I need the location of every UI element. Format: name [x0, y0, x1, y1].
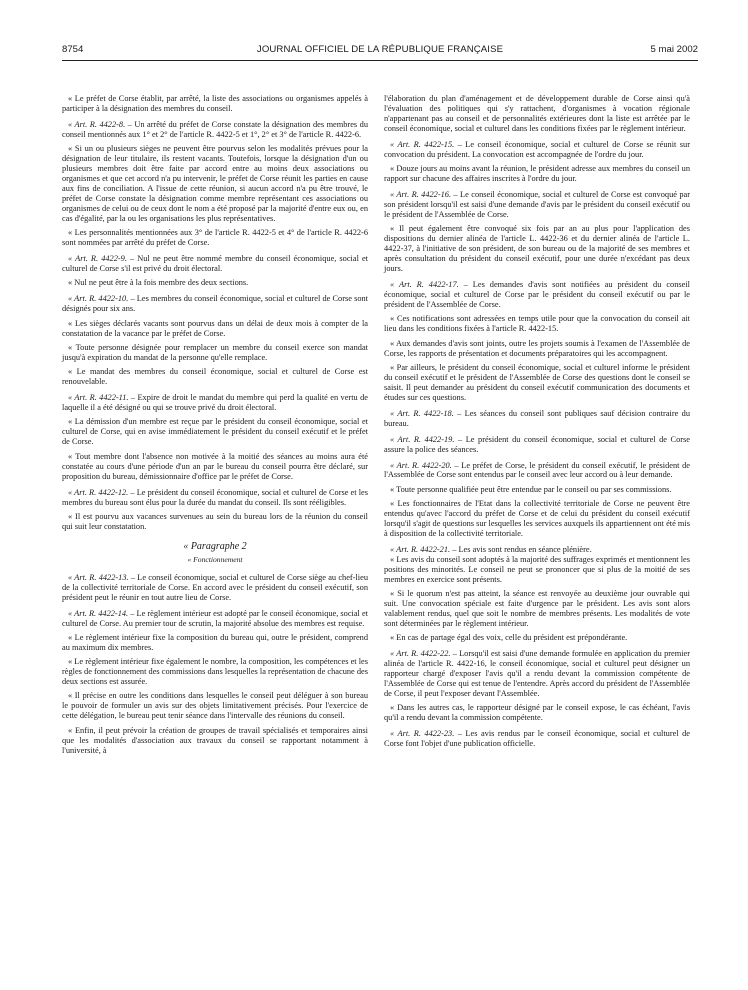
paragraph-text: – Les avis rendus par le conseil économique, social et culturel de Corse font l'objet d'une publication officielle.: [384, 729, 690, 749]
text-paragraph: [62, 319, 368, 339]
article-paragraph: [62, 120, 368, 140]
article-paragraph: [384, 545, 690, 555]
page-header: [62, 42, 698, 58]
text-paragraph: [384, 363, 690, 403]
article-paragraph: [384, 280, 690, 310]
paragraph-text: « Enfin, il peut prévoir la création de groupes de travail spécialisés et temporaires ainsi que les modalités d'association aux travaux du conseil se rapportant notamment à l'université, à: [62, 725, 368, 755]
text-paragraph: [384, 339, 690, 359]
paragraph-text: « Nul ne peut être à la fois membre des deux sections.: [68, 278, 249, 288]
article-paragraph: [62, 254, 368, 274]
paragraph-text: – Le conseil économique, social et culturel de Corse est convoqué par son président lorsqu'il est saisi d'une demande d'avis par le président du conseil exécutif ou le président de l'Assemblée de Corse.: [384, 190, 691, 219]
paragraph-text: « Les avis du conseil sont adoptés à la majorité des suffrages exprimés et mentionnent les positions des minorités. Le conseil ne peut se prononcer que si plus de la moitié de ses membres en exercice sont présents.: [384, 554, 690, 584]
article-number: « Art. R. 4422-20.: [390, 460, 452, 470]
article-number: « Art. R. 4422-14.: [68, 608, 129, 618]
text-paragraph: [62, 657, 368, 687]
article-paragraph: [384, 729, 690, 749]
paragraph-text: – Le président du conseil économique, social et culturel de Corse et les membres du bureau sont élus pour la durée du mandat du conseil. Ils sont rééligibles.: [62, 487, 368, 507]
issue-date: 5 mai 2002: [650, 44, 698, 55]
article-paragraph: [62, 294, 368, 314]
article-number: « Art. R. 4422-17.: [390, 280, 459, 290]
paragraph-text: – Les membres du conseil économique, social et culturel de Corse sont désignés pour six ans.: [62, 294, 368, 314]
text-paragraph: [384, 314, 690, 334]
article-number: « Art. R. 4422-13.: [68, 572, 129, 582]
paragraph-text: – Le préfet de Corse, le président du conseil exécutif, le président de l'Assemblée de Corse sont entendus par le conseil avec leur accord ou à leur demande.: [384, 460, 690, 480]
left-column: [62, 94, 368, 760]
article-number: « Art. R. 4422-10.: [68, 294, 129, 304]
paragraph-text: « Les personnalités mentionnées aux 3° de l'article R. 4422-5 et 4° de l'article R. 4422-6 sont nommées par arrêté du préfet de Corse.: [62, 228, 368, 248]
paragraph-text: – Les demandes d'avis sont notifiées au président du conseil économique, social et culturel de Corse par le président du conseil exécutif ou par le président de l'Assemblée de Corse.: [384, 280, 690, 309]
article-number: « Art. R. 4422-15.: [390, 139, 455, 149]
paragraph-text: « Le préfet de Corse établit, par arrêté, la liste des associations ou organismes appelés à participer à la désignation des membres du conseil.: [62, 94, 368, 113]
article-number: « Art. R. 4422-12.: [68, 487, 129, 497]
paragraph-text: – Le règlement intérieur est adopté par le conseil économique, social et culturel de Corse. Au premier tour de scrutin, la majorité absolue des membres est requise.: [62, 608, 368, 628]
paragraph-text: « Si le quorum n'est pas atteint, la séance est renvoyée au deuxième jour ouvrable qui suit. Une convocation spéciale est faite d'urgence par le président. Les avis sont alors valablement rendus, quel que soit le nombre de membres présents. Les modalités de vote sont déterminées par le règlement intérieur.: [384, 589, 690, 629]
paragraph-text: « Toute personne qualifiée peut être entendue par le conseil ou par ses commissions.: [390, 484, 672, 494]
article-number: « Art. R. 4422-22.: [390, 649, 451, 659]
text-paragraph: [384, 164, 690, 184]
text-paragraph: [62, 144, 368, 224]
paragraph-text: – Un arrêté du préfet de Corse constate la désignation des membres du conseil mentionnés aux 1° et 2° de l'article R. 4422-5 et 1°, 2° et 3° de l'article R. 4422-6.: [62, 119, 368, 139]
paragraph-text: – Les avis sont rendus en séance plénière.: [450, 544, 592, 554]
section-heading: « Paragraphe 2: [183, 540, 247, 552]
text-paragraph: [384, 499, 690, 539]
text-paragraph: [62, 726, 368, 756]
paragraph-text: « Tout membre dont l'absence non motivée à la moitié des séances au moins aura été constatée au cours d'une période d'un an par le bureau du conseil pourra être déclaré, sur proposition du bureau, démissionnaire d'office par le préfet de Corse.: [62, 451, 368, 481]
journal-title: JOURNAL OFFICIEL DE LA RÉPUBLIQUE FRANÇAISE: [256, 44, 504, 55]
article-number: « Art. R. 4422-19.: [390, 434, 455, 444]
article-paragraph: [384, 140, 690, 160]
text-paragraph: [62, 94, 368, 114]
right-column: [384, 94, 690, 754]
paragraph-text: « Il peut également être convoqué six fois par an au plus pour l'application des dispositions du dernier alinéa de l'article L. 4422-36 et du dernier alinéa de l'article L. 4422-37, à l'initiative de son président, de son bureau ou de la majorité de ses membres et après consultation du président du conseil exécutif, pour une durée n'excédant pas deux jours.: [384, 224, 690, 274]
text-paragraph: [62, 691, 368, 721]
text-paragraph: [384, 485, 690, 495]
paragraph-text: – Le conseil économique, social et culturel de Corse se réunit sur convocation du président. La convocation est accompagnée de l'ordre du jour.: [384, 139, 690, 159]
paragraph-text: « Si un ou plusieurs sièges ne peuvent être pourvus selon les modalités prévues pour la désignation de leur titulaire, ils restent vacants. Toutefois, lorsque la désignation d'un ou plusieurs membres doit être faite par accord entre au moins deux associations ou organismes et que cet accord n'a pu intervenir, le préfet de Corse réunit les parties en cause aux fins de conciliation. A l'issue de cette réunion, si aucun accord n'a pu être trouvé, le préfet de Corse constate la désignation comme membre représentant ces associations ou organismes de celui ou de ceux dont le nom a été proposé par la majorité d'entre eux ou, en cas d'égalité, par la ou les organisations les plus représentatives.: [62, 144, 368, 223]
text-paragraph: [384, 589, 690, 629]
text-paragraph: [384, 555, 690, 585]
article-paragraph: [384, 190, 690, 220]
text-paragraph: [62, 228, 368, 248]
paragraph-text: « Le règlement intérieur fixe la composition du bureau qui, outre le président, comprend au maximum dix membres.: [62, 632, 368, 652]
paragraph-text: « En cas de partage égal des voix, celle du président est prépondérante.: [390, 633, 628, 643]
article-paragraph: [384, 461, 690, 481]
article-paragraph: [62, 393, 368, 413]
text-paragraph: [384, 703, 690, 723]
paragraph-text: « Il précise en outre les conditions dans lesquelles le conseil peut déléguer à son bureau le pouvoir de formuler un avis sur des objets limitativement précisés. Pour l'exercice de cette délégation, le bureau peut tenir séance dans l'intervalle des réunions du conseil.: [62, 691, 368, 721]
text-paragraph: [62, 278, 368, 288]
text-paragraph: [384, 633, 690, 643]
text-paragraph: [62, 417, 368, 447]
article-number: « Art. R. 4422-11.: [68, 393, 129, 403]
paragraph-text: – Les séances du conseil sont publiques sauf décision contraire du bureau.: [384, 408, 690, 428]
article-number: « Art. R. 4422-18.: [390, 408, 454, 418]
paragraph-text: « Dans les autres cas, le rapporteur désigné par le conseil expose, le cas échéant, l'avis qu'il a rendu devant la commission compétente.: [384, 703, 690, 723]
paragraph-text: – Expire de droit le mandat du membre qui perd la qualité en vertu de laquelle il a été désigné ou qui se trouve privé du droit électoral.: [62, 393, 368, 413]
paragraph-text: « Le règlement intérieur fixe également le nombre, la composition, les compétences et les règles de fonctionnement des commissions dans lesquelles la représentation de chacune des deux sections est assurée.: [62, 657, 368, 687]
article-paragraph: [62, 573, 368, 603]
article-number: « Art. R. 4422-9.: [68, 254, 127, 264]
text-paragraph: [62, 633, 368, 653]
paragraph-text: « Le mandat des membres du conseil économique, social et culturel de Corse est renouvelable.: [62, 367, 368, 387]
paragraph-text: « Par ailleurs, le président du conseil économique, social et culturel informe le président du conseil exécutif et le président de l'Assemblée de Corse des questions dont le conseil se saisit. Il peut demander au président du conseil exécutif communication des documents et études sur ces questions.: [384, 362, 690, 402]
article-paragraph: [62, 609, 368, 629]
paragraph-text: « Il est pourvu aux vacances survenues au sein du bureau lors de la réunion du conseil qui suit leur constatation.: [62, 511, 368, 531]
page-number: 8754: [62, 44, 84, 55]
article-paragraph: [384, 649, 690, 699]
paragraph-text: « Ces notifications sont adressées en temps utile pour que la convocation du conseil ait lieu dans les conditions fixées à l'article R. 4422-15.: [384, 314, 690, 334]
paragraph-text: l'élaboration du plan d'aménagement et de développement durable de Corse ainsi qu'à l'évaluation des politiques qui s'y rattachent, d'organismes à vocation régionale n'appartenant pas au conseil et de personnalités extérieures dont la liste est arrêtée par le conseil économique, social et culturel dans les conditions fixées par le règlement intérieur.: [384, 94, 690, 133]
paragraph-text: « Douze jours au moins avant la réunion, le président adresse aux membres du conseil un rapport sur chacune des affaires inscrites à l'ordre du jour.: [384, 164, 690, 184]
paragraph-text: « Toute personne désignée pour remplacer un membre du conseil exerce son mandat jusqu'à expiration du mandat de la personne qu'elle remplace.: [62, 342, 368, 362]
paragraph-text: – Nul ne peut être nommé membre du conseil économique, social et culturel de Corse s'il est privé du droit électoral.: [62, 254, 368, 274]
paragraph-text: « La démission d'un membre est reçue par le président du conseil économique, social et culturel de Corse, qui en avise immédiatement le président du conseil exécutif et le préfet de Corse.: [62, 417, 368, 447]
article-number: « Art. R. 4422-21.: [390, 544, 451, 554]
text-paragraph: [384, 94, 690, 134]
paragraph-text: – Le président du conseil économique, social et culturel de Corse assure la police des séances.: [384, 434, 691, 454]
text-paragraph: [62, 343, 368, 363]
text-paragraph: [62, 512, 368, 532]
text-paragraph: [62, 367, 368, 387]
article-paragraph: [384, 409, 690, 429]
section-subheading: « Fonctionnement: [187, 554, 243, 564]
text-paragraph: [62, 452, 368, 482]
paragraph-text: – Le conseil économique, social et culturel de Corse siège au chef-lieu de la collectivité territoriale de Corse. En accord avec le président du conseil exécutif, son président peut le réunir en tout autre lieu de Corse.: [62, 572, 368, 602]
article-number: « Art. R. 4422-8.: [68, 119, 126, 129]
paragraph-text: « Les sièges déclarés vacants sont pourvus dans un délai de deux mois à compter de la constatation de la vacance par le préfet de Corse.: [62, 318, 368, 338]
article-paragraph: [62, 488, 368, 508]
article-paragraph: [384, 435, 690, 455]
article-number: « Art. R. 4422-16.: [390, 190, 452, 200]
article-number: « Art. R. 4422-23.: [390, 729, 455, 739]
text-paragraph: [384, 224, 690, 274]
header-rule: [62, 60, 698, 61]
paragraph-text: « Aux demandes d'avis sont joints, outre les projets soumis à l'examen de l'Assemblée de Corse, les rapports de présentation et documents préparatoires qui les accompagnent.: [384, 338, 690, 358]
paragraph-text: – Lorsqu'il est saisi d'une demande formulée en application du premier alinéa de l'article R. 4422-16, le conseil économique, social et culturel peut désigner un rapporteur chargé d'exposer l'avis qu'il a rendu devant la commission compétente de l'Assemblée de Corse qui est tenue de l'entendre. Après accord du président de l'Assemblée de Corse, il peut l'exposer devant l'Assemblée.: [384, 649, 691, 699]
paragraph-text: « Les fonctionnaires de l'Etat dans la collectivité territoriale de Corse ne peuvent être entendus qu'avec l'accord du préfet de Corse et de celui du président du conseil exécutif lorsqu'il s'agit de questions sur lesquelles les services auxquels ils appartiennent ont été mis à disposition de la collectivité territoriale.: [384, 499, 690, 538]
